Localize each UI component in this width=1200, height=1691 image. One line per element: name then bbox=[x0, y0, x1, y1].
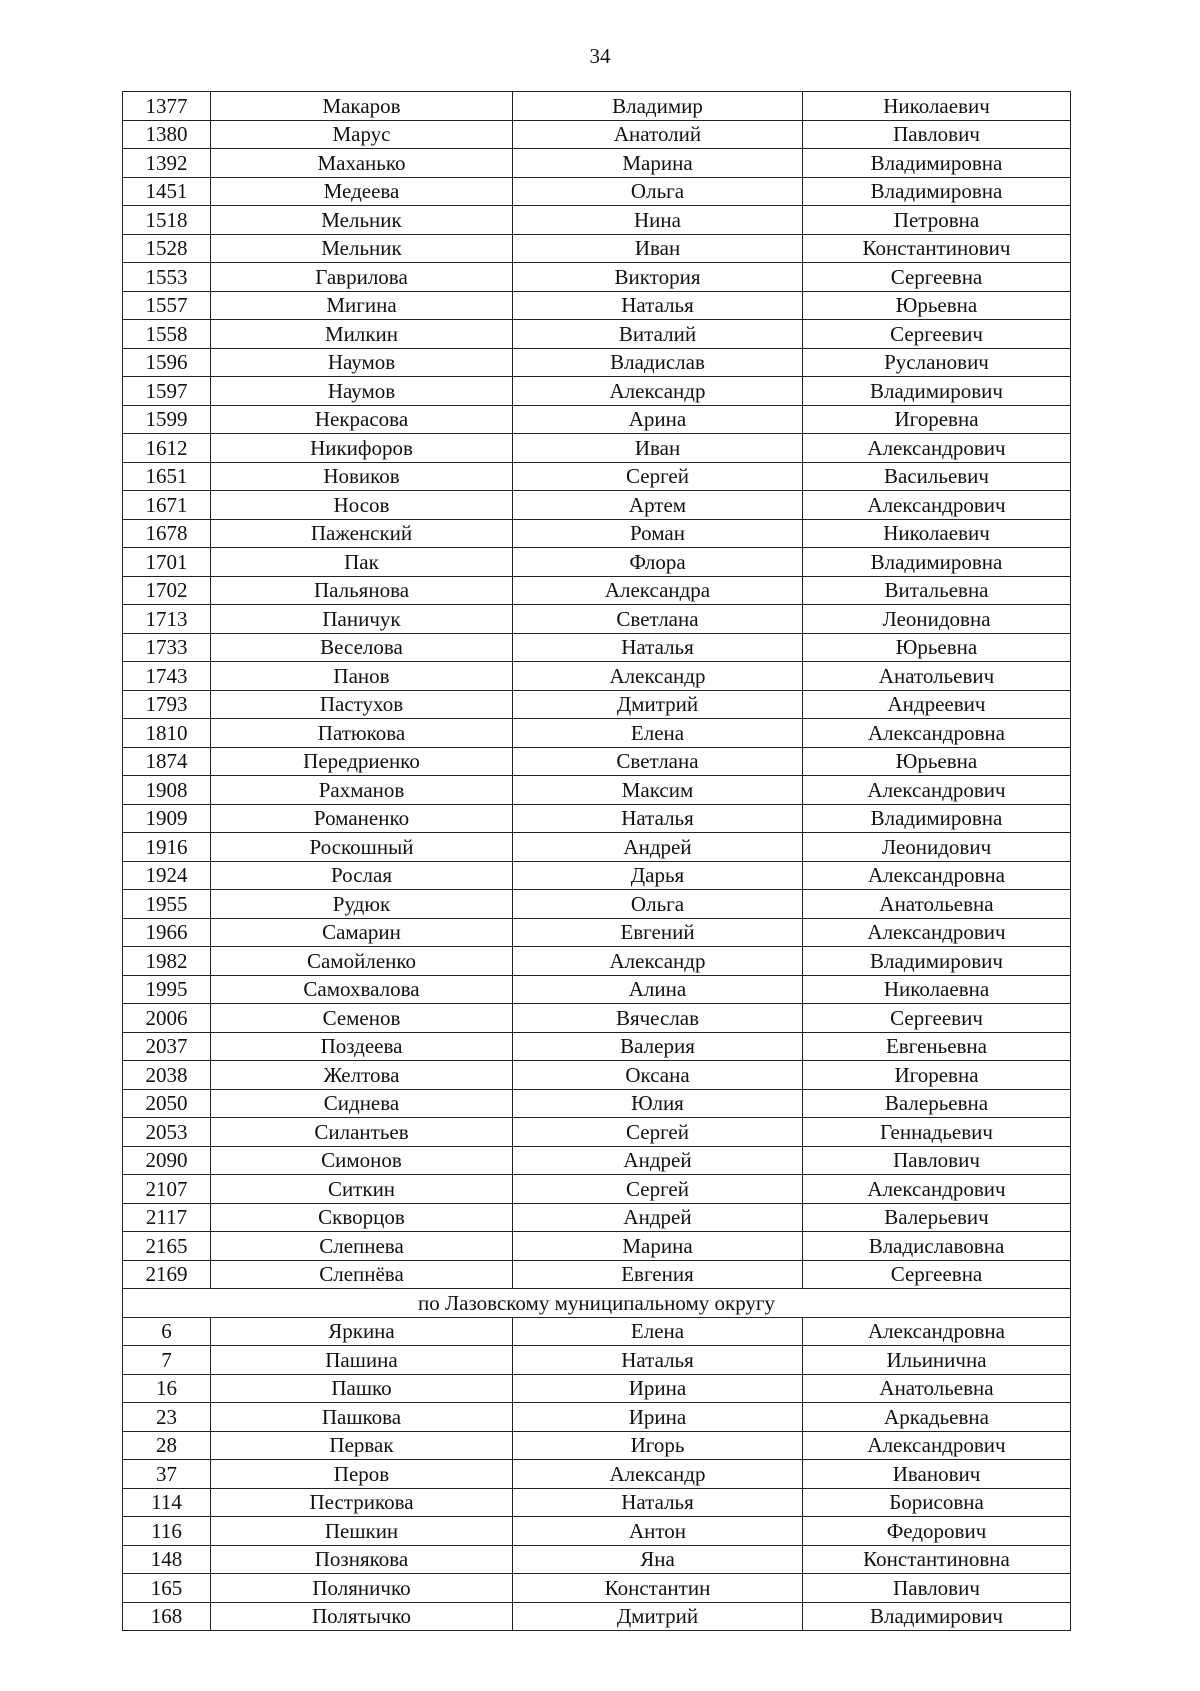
row-number-cell: 1518 bbox=[123, 206, 211, 235]
row-number-cell: 1651 bbox=[123, 462, 211, 491]
last-name-cell: Самарин bbox=[211, 918, 513, 947]
table-row bbox=[123, 377, 1071, 406]
table-row bbox=[123, 947, 1071, 976]
table-row bbox=[123, 491, 1071, 520]
row-number-cell: 2037 bbox=[123, 1032, 211, 1061]
first-name-cell: Антон bbox=[513, 1517, 803, 1546]
row-number-cell: 1558 bbox=[123, 320, 211, 349]
first-name-cell: Дмитрий bbox=[513, 1602, 803, 1631]
patronymic-cell: Владимирович bbox=[803, 377, 1071, 406]
patronymic-cell: Владимирович bbox=[803, 947, 1071, 976]
last-name-cell: Маханько bbox=[211, 149, 513, 178]
first-name-cell: Артем bbox=[513, 491, 803, 520]
last-name-cell: Силантьев bbox=[211, 1118, 513, 1147]
last-name-cell: Носов bbox=[211, 491, 513, 520]
page-number: 34 bbox=[589, 44, 611, 68]
table-row bbox=[123, 861, 1071, 890]
first-name-cell: Вячеслав bbox=[513, 1004, 803, 1033]
last-name-cell: Пастухов bbox=[211, 690, 513, 719]
table-row bbox=[123, 1517, 1071, 1546]
row-number-cell: 1982 bbox=[123, 947, 211, 976]
last-name-cell: Первак bbox=[211, 1431, 513, 1460]
last-name-cell: Слепнева bbox=[211, 1232, 513, 1261]
row-number-cell: 16 bbox=[123, 1374, 211, 1403]
patronymic-cell: Борисовна bbox=[803, 1488, 1071, 1517]
first-name-cell: Наталья bbox=[513, 1346, 803, 1375]
table-row bbox=[123, 975, 1071, 1004]
last-name-cell: Мигина bbox=[211, 291, 513, 320]
row-number-cell: 1528 bbox=[123, 234, 211, 263]
patronymic-cell: Николаевич bbox=[803, 92, 1071, 121]
last-name-cell: Гаврилова bbox=[211, 263, 513, 292]
last-name-cell: Медеева bbox=[211, 177, 513, 206]
row-number-cell: 1597 bbox=[123, 377, 211, 406]
table-row bbox=[123, 462, 1071, 491]
row-number-cell: 2169 bbox=[123, 1260, 211, 1289]
table-row bbox=[123, 1431, 1071, 1460]
last-name-cell: Пак bbox=[211, 548, 513, 577]
patronymic-cell: Константиновна bbox=[803, 1545, 1071, 1574]
patronymic-cell: Александрович bbox=[803, 434, 1071, 463]
first-name-cell: Евгений bbox=[513, 918, 803, 947]
first-name-cell: Алина bbox=[513, 975, 803, 1004]
row-number-cell: 1995 bbox=[123, 975, 211, 1004]
table-row bbox=[123, 1118, 1071, 1147]
first-name-cell: Иван bbox=[513, 234, 803, 263]
table-row bbox=[123, 1346, 1071, 1375]
patronymic-cell: Александровна bbox=[803, 719, 1071, 748]
table-row bbox=[123, 690, 1071, 719]
table-row bbox=[123, 747, 1071, 776]
last-name-cell: Пашина bbox=[211, 1346, 513, 1375]
table-row bbox=[123, 519, 1071, 548]
last-name-cell: Пальянова bbox=[211, 576, 513, 605]
first-name-cell: Андрей bbox=[513, 1146, 803, 1175]
patronymic-cell: Владимировна bbox=[803, 804, 1071, 833]
last-name-cell: Пестрикова bbox=[211, 1488, 513, 1517]
table-row bbox=[123, 1260, 1071, 1289]
patronymic-cell: Юрьевна bbox=[803, 291, 1071, 320]
table-row bbox=[123, 291, 1071, 320]
patronymic-cell: Игоревна bbox=[803, 1061, 1071, 1090]
last-name-cell: Марус bbox=[211, 120, 513, 149]
table-row bbox=[123, 1089, 1071, 1118]
patronymic-cell: Константинович bbox=[803, 234, 1071, 263]
first-name-cell: Ольга bbox=[513, 890, 803, 919]
section-heading: по Лазовскому муниципальному округу bbox=[123, 1289, 1071, 1318]
last-name-cell: Ситкин bbox=[211, 1175, 513, 1204]
row-number-cell: 2117 bbox=[123, 1203, 211, 1232]
table-row bbox=[123, 662, 1071, 691]
patronymic-cell: Сергеевич bbox=[803, 320, 1071, 349]
patronymic-cell: Владиславовна bbox=[803, 1232, 1071, 1261]
patronymic-cell: Васильевич bbox=[803, 462, 1071, 491]
first-name-cell: Яна bbox=[513, 1545, 803, 1574]
first-name-cell: Юлия bbox=[513, 1089, 803, 1118]
last-name-cell: Рудюк bbox=[211, 890, 513, 919]
last-name-cell: Семенов bbox=[211, 1004, 513, 1033]
first-name-cell: Ирина bbox=[513, 1403, 803, 1432]
patronymic-cell: Александровна bbox=[803, 1317, 1071, 1346]
first-name-cell: Максим bbox=[513, 776, 803, 805]
last-name-cell: Самойленко bbox=[211, 947, 513, 976]
table-row bbox=[123, 320, 1071, 349]
patronymic-cell: Сергеевна bbox=[803, 1260, 1071, 1289]
last-name-cell: Поляничко bbox=[211, 1574, 513, 1603]
last-name-cell: Наумов bbox=[211, 377, 513, 406]
table-row bbox=[123, 719, 1071, 748]
roster-table bbox=[122, 91, 1071, 1631]
table-row bbox=[123, 918, 1071, 947]
last-name-cell: Некрасова bbox=[211, 405, 513, 434]
table-row bbox=[123, 1374, 1071, 1403]
patronymic-cell: Анатольевич bbox=[803, 662, 1071, 691]
table-row bbox=[123, 1203, 1071, 1232]
patronymic-cell: Владимировна bbox=[803, 149, 1071, 178]
row-number-cell: 1451 bbox=[123, 177, 211, 206]
row-number-cell: 1671 bbox=[123, 491, 211, 520]
row-number-cell: 1392 bbox=[123, 149, 211, 178]
row-number-cell: 1713 bbox=[123, 605, 211, 634]
row-number-cell: 1908 bbox=[123, 776, 211, 805]
section-heading-row bbox=[123, 1289, 1071, 1318]
roster-table-body bbox=[123, 92, 1071, 1631]
first-name-cell: Константин bbox=[513, 1574, 803, 1603]
last-name-cell: Новиков bbox=[211, 462, 513, 491]
patronymic-cell: Юрьевна bbox=[803, 633, 1071, 662]
patronymic-cell: Витальевна bbox=[803, 576, 1071, 605]
last-name-cell: Желтова bbox=[211, 1061, 513, 1090]
table-row bbox=[123, 1032, 1071, 1061]
row-number-cell: 1909 bbox=[123, 804, 211, 833]
row-number-cell: 2050 bbox=[123, 1089, 211, 1118]
first-name-cell: Сергей bbox=[513, 1175, 803, 1204]
first-name-cell: Наталья bbox=[513, 291, 803, 320]
patronymic-cell: Валерьевна bbox=[803, 1089, 1071, 1118]
table-row bbox=[123, 1317, 1071, 1346]
first-name-cell: Виктория bbox=[513, 263, 803, 292]
row-number-cell: 1702 bbox=[123, 576, 211, 605]
row-number-cell: 165 bbox=[123, 1574, 211, 1603]
patronymic-cell: Аркадьевна bbox=[803, 1403, 1071, 1432]
row-number-cell: 2053 bbox=[123, 1118, 211, 1147]
first-name-cell: Андрей bbox=[513, 833, 803, 862]
patronymic-cell: Геннадьевич bbox=[803, 1118, 1071, 1147]
last-name-cell: Наумов bbox=[211, 348, 513, 377]
last-name-cell: Полятычко bbox=[211, 1602, 513, 1631]
row-number-cell: 23 bbox=[123, 1403, 211, 1432]
table-row bbox=[123, 633, 1071, 662]
first-name-cell: Александр bbox=[513, 1460, 803, 1489]
last-name-cell: Слепнёва bbox=[211, 1260, 513, 1289]
table-row bbox=[123, 434, 1071, 463]
table-row bbox=[123, 576, 1071, 605]
patronymic-cell: Александрович bbox=[803, 776, 1071, 805]
last-name-cell: Скворцов bbox=[211, 1203, 513, 1232]
table-row bbox=[123, 149, 1071, 178]
patronymic-cell: Андреевич bbox=[803, 690, 1071, 719]
first-name-cell: Игорь bbox=[513, 1431, 803, 1460]
patronymic-cell: Александрович bbox=[803, 1175, 1071, 1204]
row-number-cell: 37 bbox=[123, 1460, 211, 1489]
first-name-cell: Александр bbox=[513, 947, 803, 976]
patronymic-cell: Павлович bbox=[803, 1146, 1071, 1175]
first-name-cell: Иван bbox=[513, 434, 803, 463]
table-row bbox=[123, 804, 1071, 833]
table-row bbox=[123, 1175, 1071, 1204]
last-name-cell: Панов bbox=[211, 662, 513, 691]
last-name-cell: Милкин bbox=[211, 320, 513, 349]
row-number-cell: 1874 bbox=[123, 747, 211, 776]
last-name-cell: Симонов bbox=[211, 1146, 513, 1175]
last-name-cell: Пашкова bbox=[211, 1403, 513, 1432]
last-name-cell: Пешкин bbox=[211, 1517, 513, 1546]
patronymic-cell: Иванович bbox=[803, 1460, 1071, 1489]
last-name-cell: Паженский bbox=[211, 519, 513, 548]
first-name-cell: Нина bbox=[513, 206, 803, 235]
row-number-cell: 1377 bbox=[123, 92, 211, 121]
row-number-cell: 6 bbox=[123, 1317, 211, 1346]
first-name-cell: Дмитрий bbox=[513, 690, 803, 719]
last-name-cell: Познякова bbox=[211, 1545, 513, 1574]
last-name-cell: Перов bbox=[211, 1460, 513, 1489]
first-name-cell: Андрей bbox=[513, 1203, 803, 1232]
last-name-cell: Сиднева bbox=[211, 1089, 513, 1118]
table-row bbox=[123, 605, 1071, 634]
row-number-cell: 1701 bbox=[123, 548, 211, 577]
first-name-cell: Владислав bbox=[513, 348, 803, 377]
last-name-cell: Мельник bbox=[211, 206, 513, 235]
row-number-cell: 1599 bbox=[123, 405, 211, 434]
table-row bbox=[123, 405, 1071, 434]
row-number-cell: 148 bbox=[123, 1545, 211, 1574]
row-number-cell: 1596 bbox=[123, 348, 211, 377]
patronymic-cell: Павлович bbox=[803, 1574, 1071, 1603]
patronymic-cell: Владимировна bbox=[803, 548, 1071, 577]
first-name-cell: Марина bbox=[513, 1232, 803, 1261]
first-name-cell: Виталий bbox=[513, 320, 803, 349]
patronymic-cell: Игоревна bbox=[803, 405, 1071, 434]
table-row bbox=[123, 890, 1071, 919]
patronymic-cell: Владимировна bbox=[803, 177, 1071, 206]
first-name-cell: Ирина bbox=[513, 1374, 803, 1403]
table-row bbox=[123, 1146, 1071, 1175]
row-number-cell: 1793 bbox=[123, 690, 211, 719]
first-name-cell: Сергей bbox=[513, 462, 803, 491]
row-number-cell: 7 bbox=[123, 1346, 211, 1375]
first-name-cell: Сергей bbox=[513, 1118, 803, 1147]
patronymic-cell: Леонидовна bbox=[803, 605, 1071, 634]
table-row bbox=[123, 1602, 1071, 1631]
row-number-cell: 2006 bbox=[123, 1004, 211, 1033]
table-row bbox=[123, 1061, 1071, 1090]
table-row bbox=[123, 1545, 1071, 1574]
last-name-cell: Яркина bbox=[211, 1317, 513, 1346]
first-name-cell: Валерия bbox=[513, 1032, 803, 1061]
table-row bbox=[123, 833, 1071, 862]
row-number-cell: 168 bbox=[123, 1602, 211, 1631]
patronymic-cell: Русланович bbox=[803, 348, 1071, 377]
row-number-cell: 2038 bbox=[123, 1061, 211, 1090]
first-name-cell: Александр bbox=[513, 662, 803, 691]
table-row bbox=[123, 1574, 1071, 1603]
last-name-cell: Романенко bbox=[211, 804, 513, 833]
row-number-cell: 114 bbox=[123, 1488, 211, 1517]
patronymic-cell: Валерьевич bbox=[803, 1203, 1071, 1232]
patronymic-cell: Александрович bbox=[803, 1431, 1071, 1460]
patronymic-cell: Александровна bbox=[803, 861, 1071, 890]
table-row bbox=[123, 206, 1071, 235]
table-row bbox=[123, 1488, 1071, 1517]
table-row bbox=[123, 776, 1071, 805]
first-name-cell: Наталья bbox=[513, 1488, 803, 1517]
patronymic-cell: Сергеевич bbox=[803, 1004, 1071, 1033]
patronymic-cell: Петровна bbox=[803, 206, 1071, 235]
first-name-cell: Владимир bbox=[513, 92, 803, 121]
row-number-cell: 116 bbox=[123, 1517, 211, 1546]
last-name-cell: Роскошный bbox=[211, 833, 513, 862]
table-row bbox=[123, 1004, 1071, 1033]
patronymic-cell: Владимирович bbox=[803, 1602, 1071, 1631]
first-name-cell: Светлана bbox=[513, 747, 803, 776]
patronymic-cell: Николаевич bbox=[803, 519, 1071, 548]
patronymic-cell: Павлович bbox=[803, 120, 1071, 149]
table-row bbox=[123, 177, 1071, 206]
last-name-cell: Веселова bbox=[211, 633, 513, 662]
last-name-cell: Патюкова bbox=[211, 719, 513, 748]
row-number-cell: 1743 bbox=[123, 662, 211, 691]
row-number-cell: 1966 bbox=[123, 918, 211, 947]
first-name-cell: Наталья bbox=[513, 633, 803, 662]
first-name-cell: Оксана bbox=[513, 1061, 803, 1090]
last-name-cell: Рахманов bbox=[211, 776, 513, 805]
patronymic-cell: Анатольевна bbox=[803, 890, 1071, 919]
row-number-cell: 1810 bbox=[123, 719, 211, 748]
row-number-cell: 1678 bbox=[123, 519, 211, 548]
row-number-cell: 2107 bbox=[123, 1175, 211, 1204]
table-row bbox=[123, 92, 1071, 121]
patronymic-cell: Сергеевна bbox=[803, 263, 1071, 292]
row-number-cell: 1557 bbox=[123, 291, 211, 320]
patronymic-cell: Николаевна bbox=[803, 975, 1071, 1004]
patronymic-cell: Юрьевна bbox=[803, 747, 1071, 776]
table-row bbox=[123, 348, 1071, 377]
table-row bbox=[123, 120, 1071, 149]
table-row bbox=[123, 1232, 1071, 1261]
first-name-cell: Александр bbox=[513, 377, 803, 406]
row-number-cell: 2090 bbox=[123, 1146, 211, 1175]
row-number-cell: 28 bbox=[123, 1431, 211, 1460]
first-name-cell: Дарья bbox=[513, 861, 803, 890]
patronymic-cell: Евгеньевна bbox=[803, 1032, 1071, 1061]
row-number-cell: 1955 bbox=[123, 890, 211, 919]
last-name-cell: Поздеева bbox=[211, 1032, 513, 1061]
last-name-cell: Передриенко bbox=[211, 747, 513, 776]
patronymic-cell: Федорович bbox=[803, 1517, 1071, 1546]
patronymic-cell: Ильинична bbox=[803, 1346, 1071, 1375]
first-name-cell: Александра bbox=[513, 576, 803, 605]
first-name-cell: Елена bbox=[513, 719, 803, 748]
first-name-cell: Роман bbox=[513, 519, 803, 548]
first-name-cell: Наталья bbox=[513, 804, 803, 833]
patronymic-cell: Леонидович bbox=[803, 833, 1071, 862]
last-name-cell: Пашко bbox=[211, 1374, 513, 1403]
last-name-cell: Рослая bbox=[211, 861, 513, 890]
patronymic-cell: Александрович bbox=[803, 918, 1071, 947]
row-number-cell: 1916 bbox=[123, 833, 211, 862]
row-number-cell: 1612 bbox=[123, 434, 211, 463]
row-number-cell: 1733 bbox=[123, 633, 211, 662]
first-name-cell: Флора bbox=[513, 548, 803, 577]
last-name-cell: Макаров bbox=[211, 92, 513, 121]
table-row bbox=[123, 263, 1071, 292]
table-row bbox=[123, 548, 1071, 577]
last-name-cell: Мельник bbox=[211, 234, 513, 263]
first-name-cell: Евгения bbox=[513, 1260, 803, 1289]
first-name-cell: Ольга bbox=[513, 177, 803, 206]
row-number-cell: 2165 bbox=[123, 1232, 211, 1261]
first-name-cell: Елена bbox=[513, 1317, 803, 1346]
first-name-cell: Анатолий bbox=[513, 120, 803, 149]
row-number-cell: 1553 bbox=[123, 263, 211, 292]
row-number-cell: 1380 bbox=[123, 120, 211, 149]
row-number-cell: 1924 bbox=[123, 861, 211, 890]
last-name-cell: Самохвалова bbox=[211, 975, 513, 1004]
first-name-cell: Светлана bbox=[513, 605, 803, 634]
last-name-cell: Паничук bbox=[211, 605, 513, 634]
table-row bbox=[123, 1460, 1071, 1489]
table-row bbox=[123, 1403, 1071, 1432]
patronymic-cell: Александрович bbox=[803, 491, 1071, 520]
last-name-cell: Никифоров bbox=[211, 434, 513, 463]
patronymic-cell: Анатольевна bbox=[803, 1374, 1071, 1403]
first-name-cell: Марина bbox=[513, 149, 803, 178]
first-name-cell: Арина bbox=[513, 405, 803, 434]
table-row bbox=[123, 234, 1071, 263]
